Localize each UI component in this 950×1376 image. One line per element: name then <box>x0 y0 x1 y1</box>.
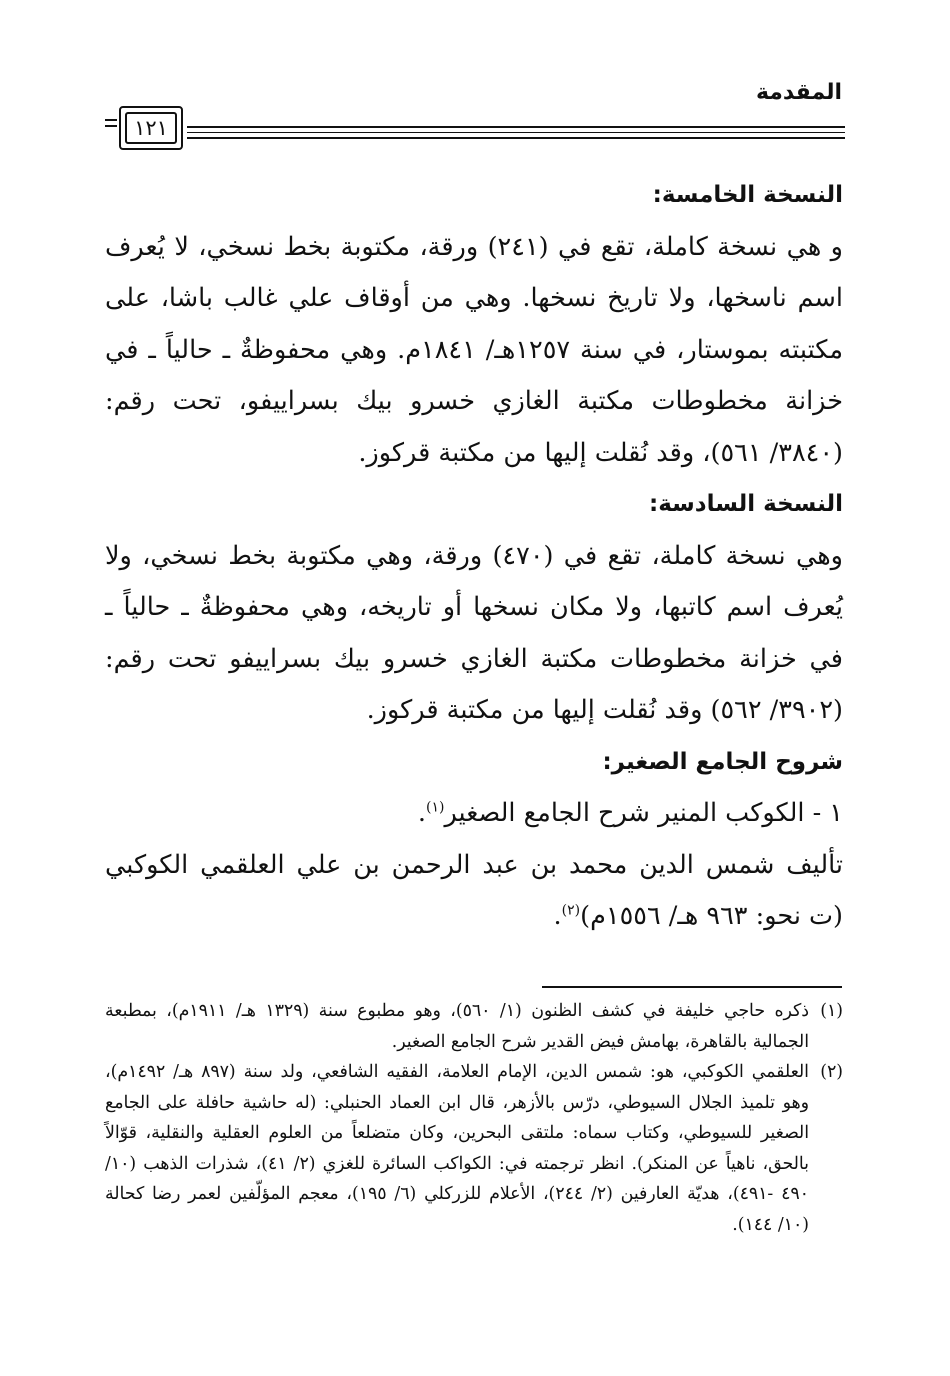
footnote-ref-1: (١) <box>425 799 445 816</box>
section-body-fifth: و هي نسخة كاملة، تقع في (٢٤١) ورقة، مكتوبة بخط نسخي، لا يُعرف اسم ناسخها، ولا تاريخ نسخها. وهي من أوقاف علي غالب باشا، على مكتبته بموستار، في سنة ١٢٥٧هـ/ ١٨٤١م. وهي محفوظةٌ ـ حالياً ـ في خزانة مخطوطات مكتبة الغازي خسرو بيك بسراييفو، تحت رقم: (٣٨٤٠/ ٥٦١)، وقد نُقلت إليها من مكتبة قركوز. <box>105 231 844 468</box>
rule-line <box>187 126 845 128</box>
commentary-item-1 <box>105 788 843 840</box>
footnote-1-number: (١) <box>820 1001 843 1021</box>
rule-line <box>187 132 845 133</box>
footnote-1 <box>105 996 843 1057</box>
commentary-item-1-author <box>105 840 843 943</box>
section-heading-sixth: النسخة السادسة: <box>649 491 843 517</box>
commentary-item-1-author-end: . <box>553 901 562 931</box>
main-text <box>105 170 843 943</box>
rule-end-mark <box>105 119 117 131</box>
commentary-item-1-end: . <box>417 798 426 828</box>
header-rule <box>105 104 845 156</box>
footnote-ref-2: (٢) <box>561 902 581 919</box>
commentary-item-1-title: ١ - الكوكب المنير شرح الجامع الصغير <box>444 798 843 828</box>
footnotes <box>105 996 843 1240</box>
section-heading-fifth: النسخة الخامسة: <box>652 182 843 208</box>
footnote-1-text: ذكره حاجي خليفة في كشف الظنون (١/ ٥٦٠)، وهو مطبوع سنة (١٣٢٩ هـ/ ١٩١١م)، بمطبعة الجمالية بالقاهرة، بهامش فيض القدير شرح الجامع الصغير. <box>105 1001 809 1052</box>
rule-line <box>187 137 845 139</box>
footnote-separator <box>542 986 842 988</box>
running-title: المقدمة <box>755 80 842 105</box>
section-body-sixth: وهي نسخة كاملة، تقع في (٤٧٠) ورقة، وهي مكتوبة بخط نسخي، ولا يُعرف اسم كاتبها، ولا مكان نسخها أو تاريخه، وهي محفوظةٌ ـ حالياً ـ في خزانة مخطوطات مكتبة الغازي خسرو بيك بسراييفو تحت رقم: (٣٩٠٢/ ٥٦٢) وقد نُقلت إليها من مكتبة قركوز. <box>105 540 843 725</box>
page-number-box <box>119 106 183 150</box>
footnote-2 <box>105 1057 843 1240</box>
footnote-2-text: العلقمي الكوكبي، هو: شمس الدين، الإمام العلامة، الفقيه الشافعي، ولد سنة (٨٩٧ هـ/ ١٤٩٢م)، وهو تلميذ الجلال السيوطي، درّس بالأزهر، قال ابن العماد الحنبلي: (له حاشية حافلة على الجامع الصغير للسيوطي، وكتاب سماه: ملتقى البحرين، وكان متضلعاً من العلوم العقلية والنقلية، قوّالاً بالحق، ناهياً عن المنكر). انظر ترجمته في: الكواكب السائرة للغزي (٢/ ٤١)، شذرات الذهب (١٠/ ٤٩٠ -٤٩١)، هديّة العارفين (٢/ ٢٤٤)، الأعلام للزركلي (٦/ ١٩٥)، معجم المؤلّفين لعمر رضا كحالة (١٠/ ١٤٤). <box>105 1062 809 1235</box>
commentary-item-1-author-text: تأليف شمس الدين محمد بن عبد الرحمن بن علي العلقمي الكوكبي (ت نحو: ٩٦٣ هـ/ ١٥٥٦م) <box>105 849 843 931</box>
page-number: ١٢١ <box>125 112 177 144</box>
commentaries-heading: شروح الجامع الصغير: <box>602 748 843 775</box>
footnote-2-number: (٢) <box>820 1062 843 1082</box>
